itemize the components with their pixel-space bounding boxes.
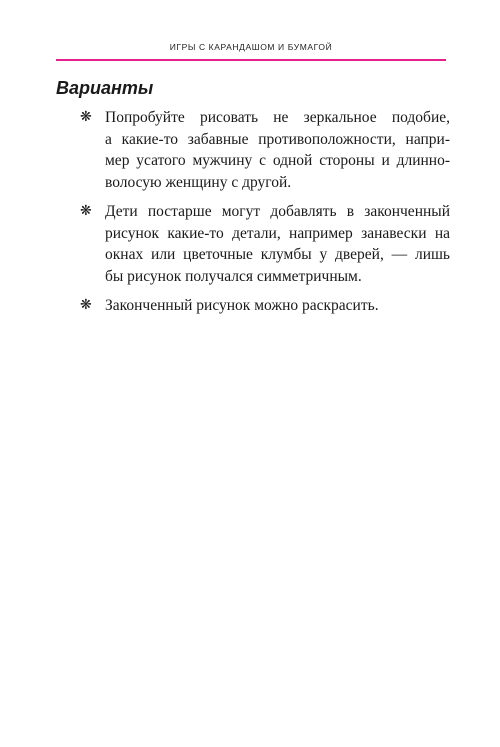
text-line: Законченный рисунок можно раскрасить. bbox=[105, 296, 379, 314]
text-line: бы рисунок получался симметричным. bbox=[105, 267, 362, 285]
header-rule bbox=[56, 59, 446, 61]
text-line: окнах или цветочные клумбы у дверей, — лишь bbox=[105, 246, 450, 264]
text-line: а какие-то забавные противоположности, напри- bbox=[105, 130, 450, 148]
asterisk-bullet-icon: ❋ bbox=[80, 296, 92, 313]
running-head: ИГРЫ С КАРАНДАШОМ И БУМАГОЙ bbox=[169, 42, 333, 52]
list-item bbox=[80, 107, 450, 194]
asterisk-bullet-icon: ❋ bbox=[80, 109, 92, 125]
text-line: рисунок какие-то детали, например занавески на bbox=[105, 224, 450, 242]
section-title: Варианты bbox=[56, 78, 154, 98]
list-item bbox=[80, 295, 450, 317]
asterisk-bullet-icon: ❋ bbox=[80, 202, 92, 219]
list-item bbox=[80, 201, 450, 288]
text-line: волосую женщину с другой. bbox=[105, 174, 292, 192]
variants-list bbox=[80, 107, 450, 323]
text-line: Попробуйте рисовать не зеркальное подобие, bbox=[105, 109, 450, 126]
text-line: Дети постарше могут добавлять в законченный bbox=[105, 202, 450, 220]
text-line: мер усатого мужчину с одной стороны и длинно- bbox=[105, 152, 450, 170]
